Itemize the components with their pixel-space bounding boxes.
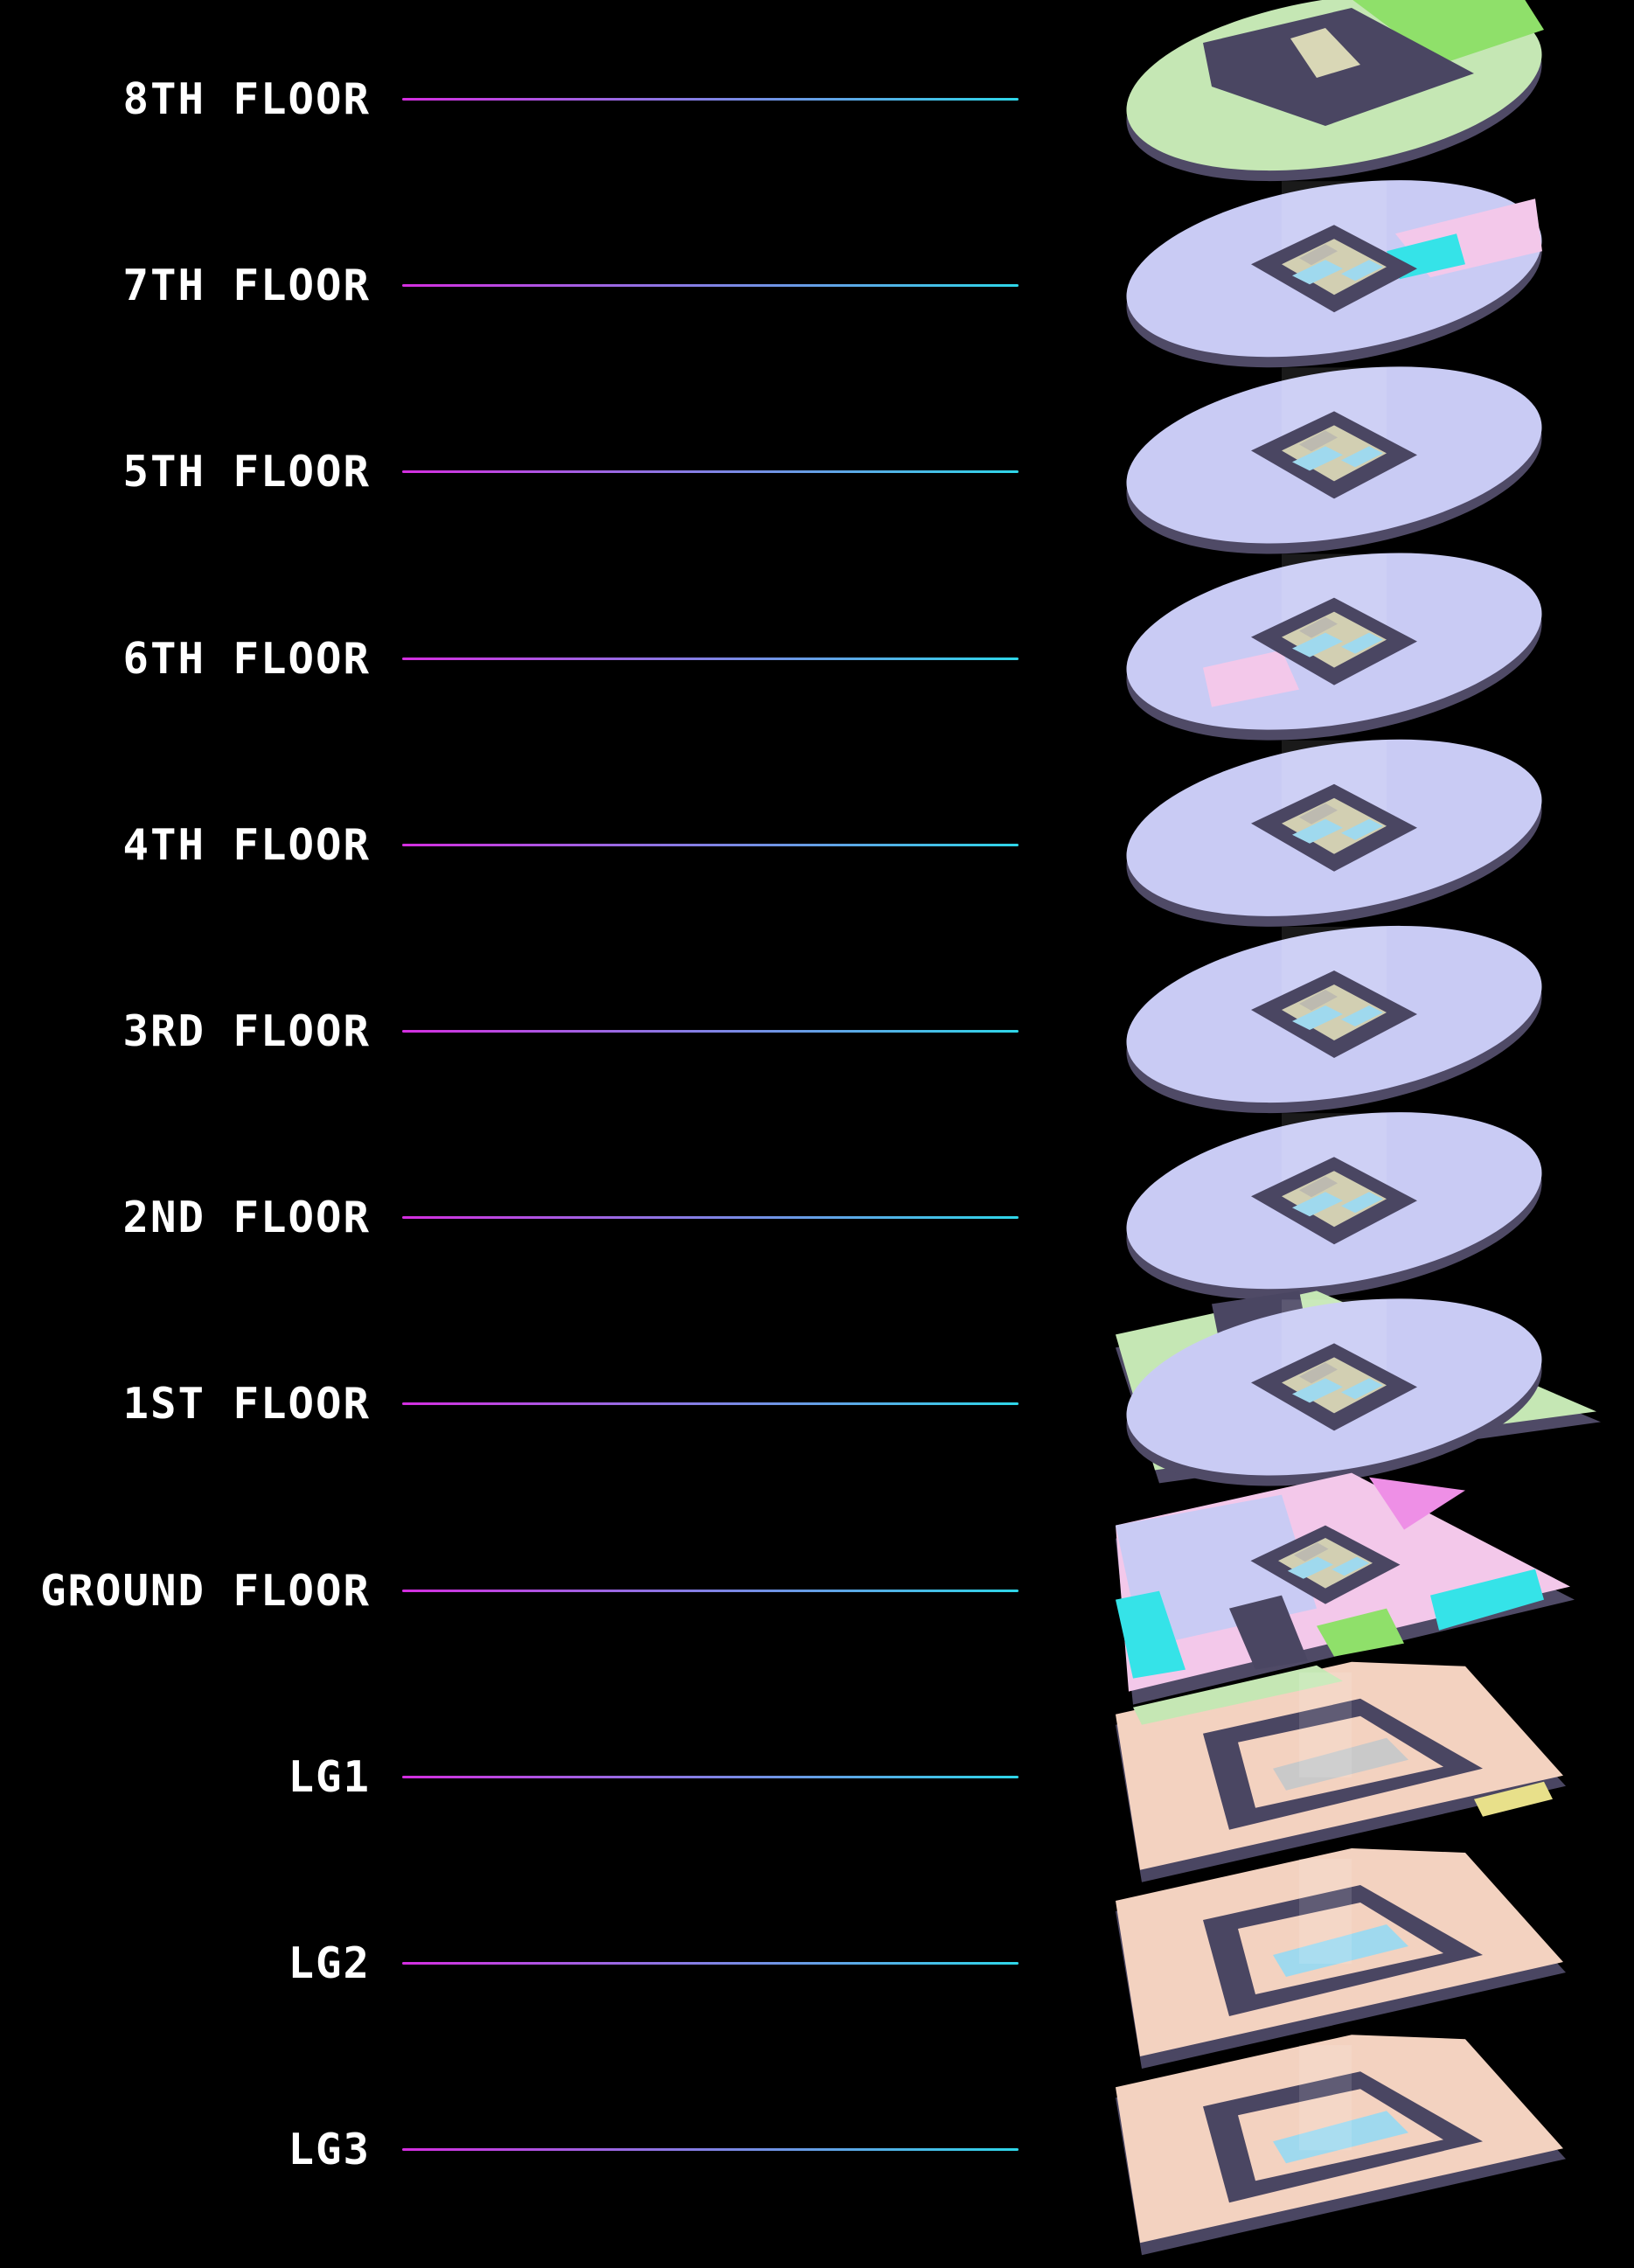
floor-label: 5TH FLOOR [122, 447, 371, 497]
floor-row [0, 1352, 1634, 1457]
floor-label: 8TH FLOOR [122, 74, 371, 124]
floor-row [0, 2098, 1634, 2202]
floor-connector-line [402, 1962, 1019, 1965]
floor-row [0, 1539, 1634, 1644]
floor-connector-line [402, 98, 1019, 101]
floor-label: 2ND FLOOR [122, 1193, 371, 1243]
floor-label: 1ST FLOOR [122, 1379, 371, 1430]
floor-connector-line [402, 284, 1019, 287]
floor-connector-line [402, 844, 1019, 846]
floor-label: 3RD FLOOR [122, 1006, 371, 1056]
floor-label: LG1 [288, 1751, 371, 1802]
floor-label: LG3 [288, 2125, 371, 2175]
floor-connector-line [402, 1776, 1019, 1778]
floor-connector-line [402, 2148, 1019, 2151]
floor-connector-line [402, 1402, 1019, 1405]
floor-row [0, 1725, 1634, 1830]
floor-connector-line [402, 657, 1019, 660]
floor-row [0, 607, 1634, 712]
floor-row [0, 420, 1634, 525]
floor-row [0, 793, 1634, 898]
floor-connector-line [402, 1030, 1019, 1033]
floor-connector-line [402, 1216, 1019, 1219]
floor-connector-line [402, 470, 1019, 473]
floor-label: LG2 [288, 1938, 371, 1988]
floor-row [0, 233, 1634, 338]
floor-row [0, 979, 1634, 1084]
floor-label: GROUND FLOOR [39, 1565, 371, 1616]
floor-label: 6TH FLOOR [122, 633, 371, 684]
floor-row [0, 1165, 1634, 1270]
floor-row [0, 1911, 1634, 2016]
floor-connector-line [402, 1590, 1019, 1592]
floor-label: 7TH FLOOR [122, 261, 371, 311]
floor-row [0, 47, 1634, 152]
floor-label: 4TH FLOOR [122, 819, 371, 870]
